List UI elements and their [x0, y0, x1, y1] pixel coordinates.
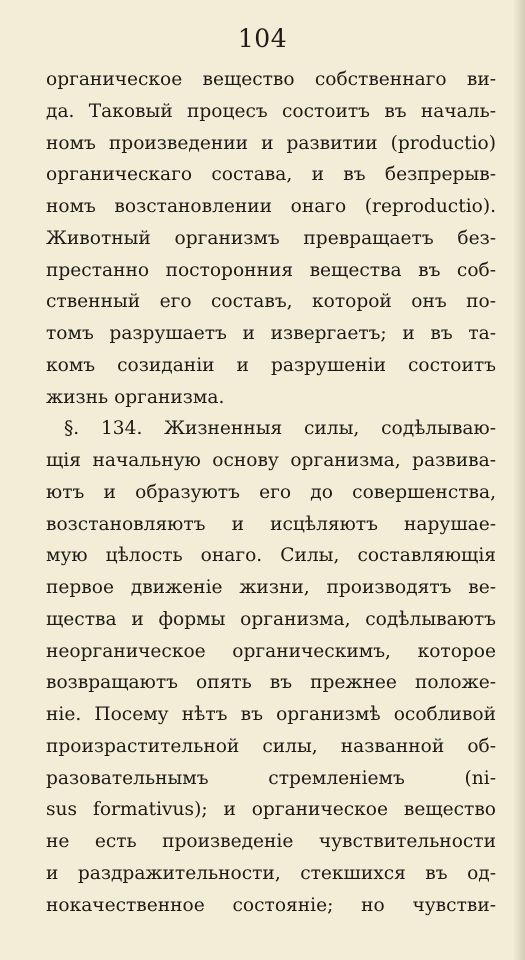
text-line: мую цѣлость онаго. Силы, составляющія — [46, 545, 496, 567]
text-line: ственный его составъ, которой онъ по- — [46, 291, 496, 313]
text-line: ютъ и образуютъ его до совершенства, — [46, 481, 496, 503]
text-line: возвращаютъ опять въ прежнее положе- — [46, 672, 496, 694]
text-line: нокачественное состояніе; но чувстви- — [46, 894, 496, 916]
text-line: ніе. Посему нѣтъ въ организмѣ особливой — [46, 704, 496, 725]
text-line: да. Таковый процесъ состоитъ въ началь- — [46, 100, 496, 122]
text-line: жизнь организма. — [46, 386, 225, 408]
text-line: и раздражительности, стекшихся въ од- — [46, 862, 496, 884]
text-line: престанно посторонния вещества въ соб- — [46, 259, 496, 281]
text-line: возстановляютъ и исцѣляютъ нарушае- — [46, 513, 496, 535]
body-text — [46, 64, 496, 921]
text-line: щества и формы организма, содѣлываютъ — [46, 608, 496, 630]
section-start-line: §. 134. Жизненныя силы, содѣлываю- — [64, 418, 496, 440]
text-line: номъ произведении и развитии (productio) — [46, 132, 496, 154]
text-line: неорганическое органическимъ, которое — [46, 640, 496, 662]
text-line: разовательнымъ стремленіемъ (ni- — [46, 767, 496, 789]
text-line: органическаго состава, и въ безпрерыв- — [46, 164, 496, 186]
text-line: Животный организмъ превращаетъ без- — [46, 227, 496, 249]
text-line: номъ возстановлении онаго (reproductio). — [46, 196, 496, 217]
page-edge-shadow — [513, 0, 525, 960]
text-line: не есть произведеніе чувствительности — [46, 831, 496, 852]
page-number: 104 — [237, 24, 288, 53]
text-line: sus formativus); и органическое вещество — [46, 799, 496, 821]
text-line: органическое вещество собственнаго ви- — [46, 69, 496, 90]
text-line: комъ созиданіи и разрушеніи состоитъ — [46, 354, 496, 376]
text-line: томъ разрушаетъ и извергаетъ; и въ та- — [46, 323, 496, 344]
text-line: произрастительной силы, названной об- — [46, 735, 496, 757]
text-line: первое движеніе жизни, производятъ ве- — [46, 577, 496, 598]
text-line: щія начальную основу организма, развива- — [46, 450, 496, 471]
